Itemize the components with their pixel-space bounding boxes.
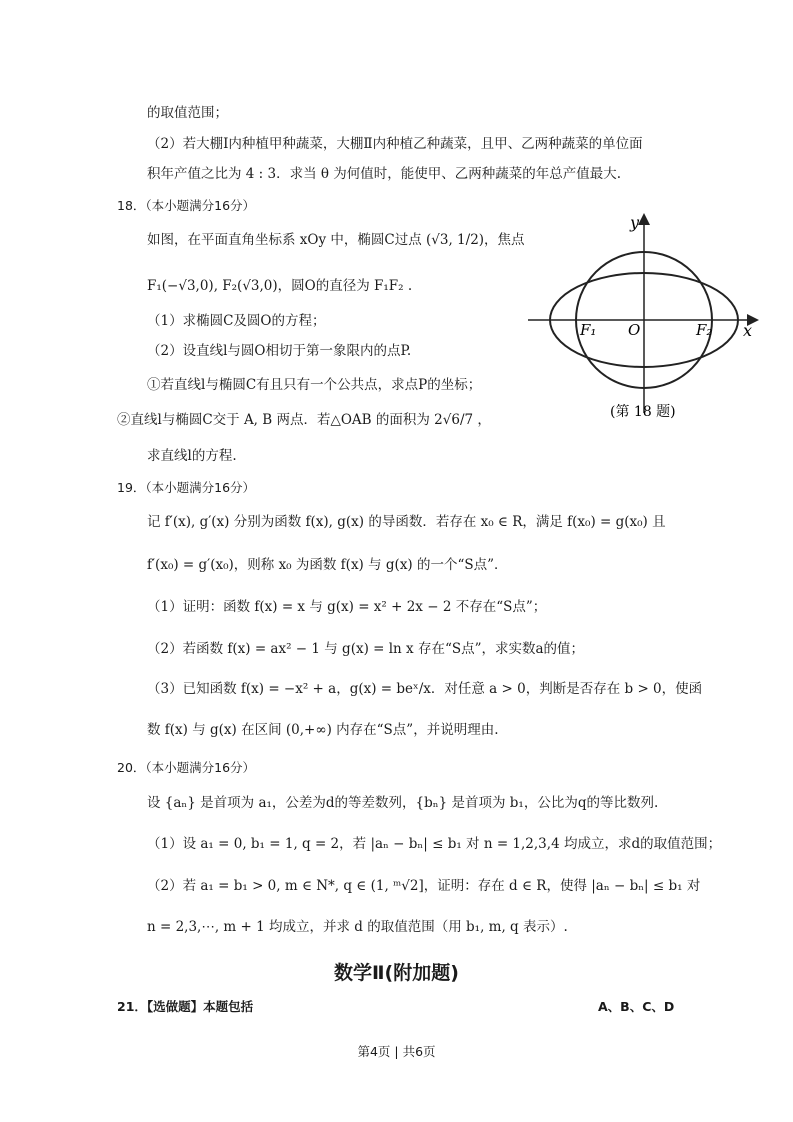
question-20-header: 20．（本小题满分16分） (117, 760, 256, 775)
text-line: ①若直线l与椭圆C有且只有一个公共点，求点P的坐标； (147, 377, 482, 393)
section-title: 数学Ⅱ(附加题) (334, 962, 459, 984)
label-x: x (743, 321, 753, 340)
label-o: O (628, 321, 641, 339)
question-18-header: 18．（本小题满分16分） (117, 198, 256, 213)
text-line: （2）若大棚Ⅰ内种植甲种蔬菜，大棚Ⅱ内种植乙种蔬菜，且甲、乙两种蔬菜的单位面 (147, 136, 643, 152)
text-line: （3）已知函数 f(x) = −x² + a，g(x) = beˣ/x．对任意 a > 0，判断是否存在 b > 0，使函 (147, 681, 703, 697)
text-line: （2）若函数 f(x) = ax² − 1 与 g(x) = ln x 存在“S点”，求实数a的值； (147, 641, 585, 657)
text-line: 数 f(x) 与 g(x) 在区间 (0,+∞) 内存在“S点”，并说明理由. (147, 722, 499, 738)
text-line: 的取值范围； (147, 105, 228, 121)
question-21-options: A、B、C、D (598, 999, 675, 1014)
text-line: f′(x₀) = g′(x₀)，则称 x₀ 为函数 f(x) 与 g(x) 的一个“S点”． (147, 557, 508, 573)
question-21-header: 21．【选做题】本题包括 (117, 999, 254, 1014)
figure-caption: (第 18 题) (610, 404, 676, 420)
page-footer: 第4页 | 共6页 (357, 1044, 436, 1059)
text-line: 如图，在平面直角坐标系 xOy 中，椭圆C过点 (√3, 1/2)，焦点 (147, 232, 525, 248)
text-line: 求直线l的方程. (147, 448, 237, 464)
text-line: 积年产值之比为 4 : 3．求当 θ 为何值时，能使甲、乙两种蔬菜的年总产值最大. (147, 166, 622, 182)
label-y: y (630, 213, 640, 232)
question-19-header: 19．（本小题满分16分） (117, 480, 256, 495)
text-line: 设 {aₙ} 是首项为 a₁，公差为d的等差数列，{bₙ} 是首项为 b₁，公比为q的等比数列. (147, 795, 659, 811)
text-line: （2）若 a₁ = b₁ > 0, m ∈ N*, q ∈ (1, ᵐ√2]，证明：存在 d ∈ R，使得 |aₙ − bₙ| ≤ b₁ 对 (147, 878, 701, 894)
text-line: 记 f′(x), g′(x) 分别为函数 f(x), g(x) 的导函数．若存在 x₀ ∈ R，满足 f(x₀) = g(x₀) 且 (147, 514, 666, 530)
text-line: n = 2,3,⋯, m + 1 均成立，并求 d 的取值范围（用 b₁, m, q 表示）. (147, 919, 568, 935)
text-line: ②直线l与椭圆C交于 A, B 两点．若△OAB 的面积为 2√6/7 ， (117, 412, 491, 428)
ellipse-circle-figure (520, 208, 770, 426)
label-f1: F₁ (580, 321, 597, 339)
label-f2: F₂ (696, 321, 713, 339)
text-line: （1）设 a₁ = 0, b₁ = 1, q = 2，若 |aₙ − bₙ| ≤ b₁ 对 n = 1,2,3,4 均成立，求d的取值范围； (147, 836, 722, 852)
text-line: （2）设直线l与圆O相切于第一象限内的点P. (147, 343, 412, 359)
text-line: F₁(−√3,0), F₂(√3,0)，圆O的直径为 F₁F₂ . (147, 278, 413, 294)
text-line: （1）证明：函数 f(x) = x 与 g(x) = x² + 2x − 2 不存在“S点”； (147, 599, 547, 615)
text-line: （1）求椭圆C及圆O的方程； (147, 313, 326, 329)
